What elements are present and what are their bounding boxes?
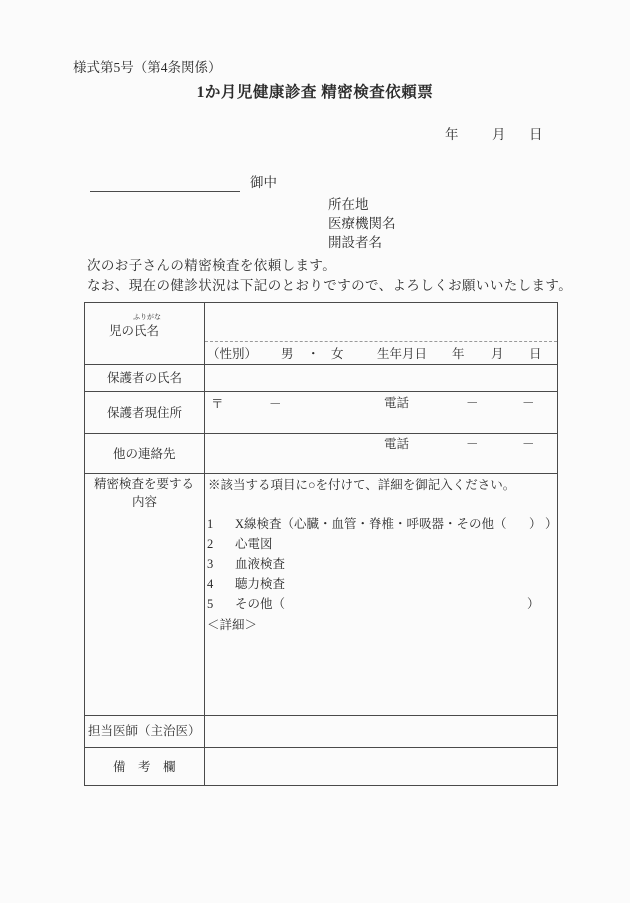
exam-item-xray-outer-paren: ） (545, 517, 558, 531)
exam-item-other: その他（ (235, 597, 286, 611)
date-day-label: 日 (529, 127, 543, 142)
other-contact-label: 他の連絡先 (113, 447, 176, 461)
postal-code-dash: － (269, 397, 282, 411)
form-number: 様式第5号（第4条関係） (73, 60, 222, 75)
exam-item-xray: X線検査（心臓・血管・脊椎・呼吸器・その他（ (235, 517, 507, 531)
exam-item-number: 4 (207, 577, 214, 591)
guardian-address-label: 保護者現住所 (107, 406, 183, 420)
birthdate-month-label: 月 (491, 347, 504, 361)
phone-dash: － (466, 437, 479, 451)
remarks-label: 備 考 欄 (113, 760, 176, 774)
intro-line-2: なお、現在の健診状況は下記のとおりですので、よろしくお願いいたします。 (87, 278, 573, 293)
phone-dash: － (466, 396, 479, 410)
sender-founder-label: 開設者名 (328, 235, 382, 250)
exam-detail-label: ＜詳細＞ (207, 618, 258, 632)
birthdate-label: 生年月日 (377, 347, 428, 361)
table-row-line (85, 747, 557, 748)
doctor-label: 担当医師（主治医） (88, 724, 201, 738)
birthdate-year-label: 年 (452, 347, 465, 361)
exam-item-xray-inner-paren: ） (529, 517, 542, 531)
sex-option-female: 女 (331, 347, 344, 361)
phone-dash: － (522, 437, 535, 451)
contact-phone-label: 電話 (384, 437, 410, 451)
table-row-line (85, 433, 557, 434)
sex-option-separator: ・ (307, 347, 320, 361)
child-name-label: 児の氏名 (109, 324, 160, 338)
date-month-label: 月 (492, 127, 506, 142)
exam-content-label-line1: 精密検査を要する (94, 477, 195, 491)
table-row-line (85, 364, 557, 365)
phone-dash: － (522, 396, 535, 410)
exam-item-number: 1 (207, 517, 214, 531)
address-phone-label: 電話 (384, 396, 410, 410)
exam-content-label-line2: 内容 (132, 495, 158, 509)
table-row-line (85, 715, 557, 716)
guardian-name-label: 保護者の氏名 (107, 371, 183, 385)
exam-instruction-note: ※該当する項目に○を付けて、詳細を御記入ください。 (208, 478, 516, 492)
sex-option-male: 男 (281, 347, 294, 361)
sender-location-label: 所在地 (328, 197, 369, 212)
exam-item-ecg: 心電図 (235, 537, 273, 551)
exam-item-other-close-paren: ） (527, 597, 540, 611)
exam-item-number: 3 (207, 557, 214, 571)
addressee-blank-line (90, 172, 240, 192)
exam-item-blood-test: 血液検査 (235, 557, 286, 571)
intro-line-1: 次のお子さんの精密検査を依頼します。 (87, 258, 337, 273)
table-row-line (85, 391, 557, 392)
exam-item-number: 2 (207, 537, 214, 551)
sex-label: （性別） (207, 347, 258, 361)
exam-item-hearing-test: 聴力検査 (235, 577, 286, 591)
page-title: 1か月児健康診査 精密検査依頼票 (196, 84, 434, 101)
name-cell-dashed-divider (205, 341, 557, 342)
exam-item-number: 5 (207, 597, 214, 611)
table-row-line (85, 473, 557, 474)
birthdate-day-label: 日 (529, 347, 542, 361)
child-name-furigana: ふりがな (133, 313, 161, 321)
sender-institution-label: 医療機関名 (328, 216, 396, 231)
table-column-divider (204, 303, 205, 785)
date-year-label: 年 (445, 127, 459, 142)
postal-mark: 〒 (211, 397, 224, 411)
addressee-suffix: 御中 (250, 175, 277, 190)
form-table (84, 302, 558, 786)
